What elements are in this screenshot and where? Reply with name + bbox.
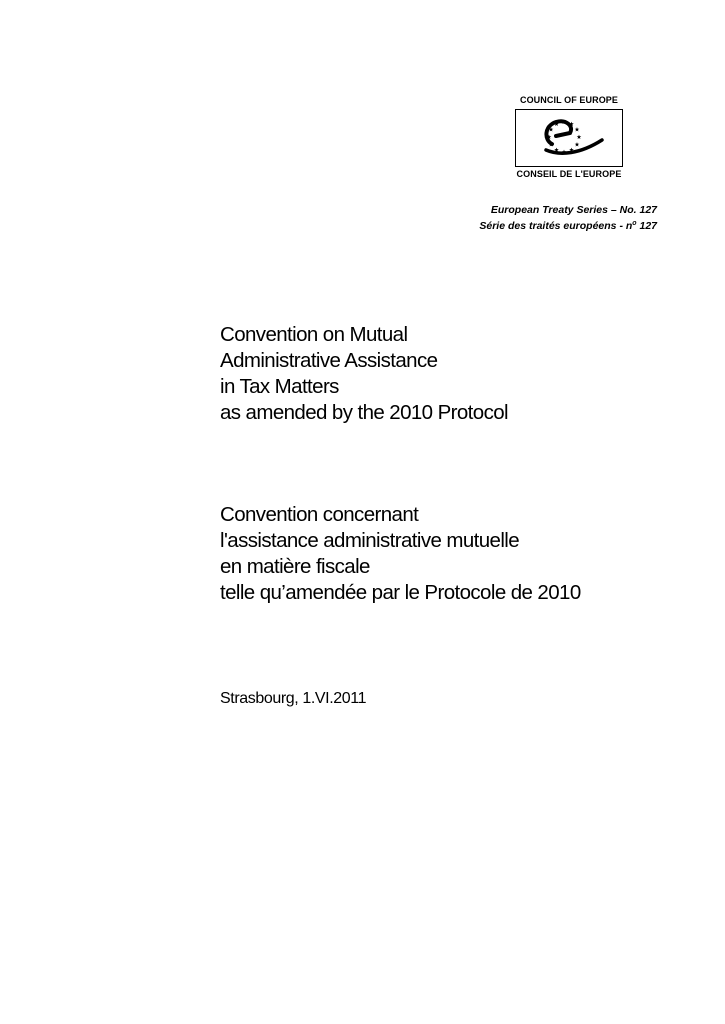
title-fr-line: Convention concernant [220, 503, 419, 526]
treaty-series-fr [479, 217, 657, 233]
logo-emblem [515, 109, 623, 167]
star-icon [575, 142, 580, 146]
title-fr-line: en matière fiscale [220, 555, 370, 578]
title-english [220, 322, 508, 426]
treaty-series-fr-prefix: Série des traités européens - n [479, 220, 633, 232]
council-of-europe-logo [512, 95, 626, 180]
place-and-date: Strasbourg, 1.VI.2011 [220, 690, 367, 707]
treaty-series-en: European Treaty Series – No. 127 [490, 204, 657, 216]
treaty-series-fr-sup: o [632, 220, 637, 227]
logo-top-text: COUNCIL OF EUROPE [519, 95, 619, 105]
title-en-line: in Tax Matters [220, 375, 339, 398]
title-fr-line: l'assistance administrative mutuelle [220, 529, 520, 552]
logo-bottom-text: CONSEIL DE L'EUROPE [516, 169, 622, 179]
treaty-series-info [479, 204, 657, 233]
title-fr-line: telle qu’amendée par le Protocole de 2010 [220, 581, 581, 604]
title-en-line: as amended by the 2010 Protocol [220, 401, 508, 424]
treaty-series-fr-number: 127 [636, 220, 657, 232]
title-en-line: Administrative Assistance [220, 349, 438, 372]
title-french [220, 502, 581, 606]
star-icon [575, 127, 580, 131]
title-en-line: Convention on Mutual [220, 323, 408, 346]
star-icon [577, 135, 582, 139]
stars-emblem-icon [516, 110, 622, 166]
